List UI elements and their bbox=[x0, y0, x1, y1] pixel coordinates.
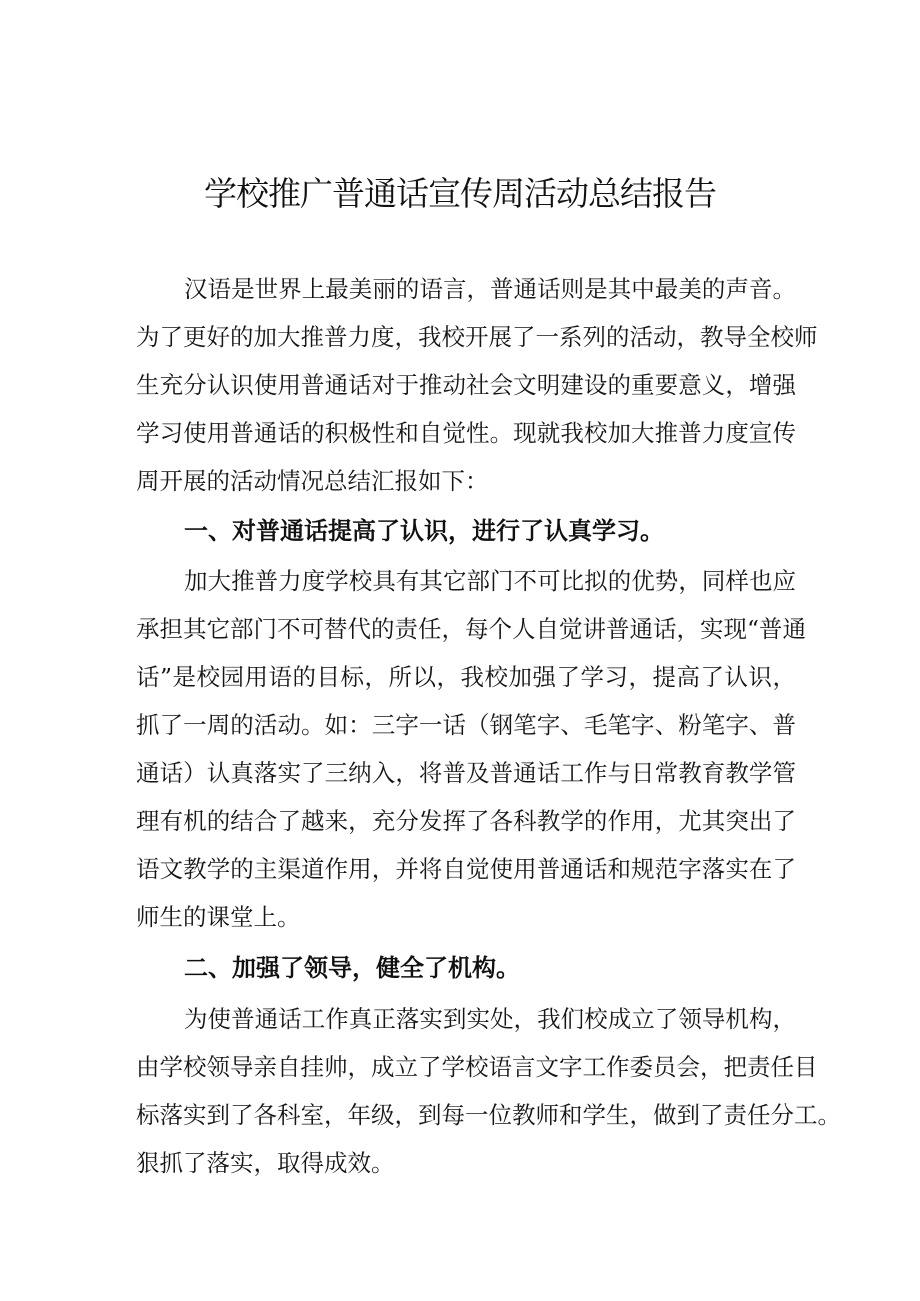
document-title: 学校推广普通话宣传周活动总结报告 bbox=[204, 174, 716, 213]
paragraph-line: 师生的课堂上。 bbox=[136, 903, 301, 931]
paragraph-line: 学习使用普通话的积极性和自觉性。现就我校加大推普力度宣传 bbox=[136, 419, 796, 447]
paragraph-line: 周开展的活动情况总结汇报如下： bbox=[136, 467, 489, 495]
paragraph-line: 汉语是世界上最美丽的语言，普通话则是其中最美的声音。 bbox=[184, 275, 796, 303]
paragraph-line: 通话）认真落实了三纳入，将普及普通话工作与日常教育教学管 bbox=[136, 759, 796, 787]
paragraph-line: 标落实到了各科室，年级，到每一位教师和学生，做到了责任分工。 bbox=[136, 1101, 841, 1129]
paragraph-line: 生充分认识使用普通话对于推动社会文明建设的重要意义，增强 bbox=[136, 371, 796, 399]
paragraph-line: 加大推普力度学校具有其它部门不可比拟的优势，同样也应 bbox=[184, 567, 796, 595]
paragraph-line: 理有机的结合了越来，充分发挥了各科教学的作用，尤其突出了 bbox=[136, 807, 796, 835]
paragraph-line: 由学校领导亲自挂帅，成立了学校语言文字工作委员会，把责任目 bbox=[136, 1053, 818, 1081]
paragraph-line: 狠抓了落实，取得成效。 bbox=[136, 1149, 395, 1177]
paragraph-line: 抓了一周的活动。如：三字一话（钢笔字、毛笔字、粉笔字、普 bbox=[136, 711, 796, 739]
paragraph-line: 为了更好的加大推普力度，我校开展了一系列的活动，教导全校师 bbox=[136, 323, 818, 351]
section-2-heading: 二、加强了领导，健全了机构。 bbox=[184, 954, 520, 982]
paragraph-line: 承担其它部门不可替代的责任，每个人自觉讲普通话，实现“普通 bbox=[136, 615, 807, 643]
paragraph-line: 话”是校园用语的目标，所以，我校加强了学习，提高了认识， bbox=[136, 663, 796, 691]
section-1-heading: 一、对普通话提高了认识，进行了认真学习。 bbox=[184, 517, 664, 545]
paragraph-line: 为使普通话工作真正落实到实处，我们校成立了领导机构， bbox=[184, 1005, 796, 1033]
paragraph-line: 语文教学的主渠道作用，并将自觉使用普通话和规范字落实在了 bbox=[136, 855, 796, 883]
